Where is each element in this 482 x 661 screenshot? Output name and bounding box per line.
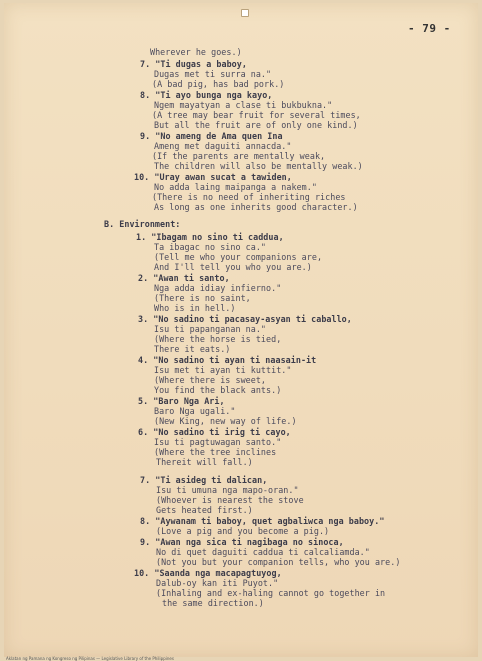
text-line: Baro Nga ugali." — [154, 406, 236, 416]
translation-line: (A bad pig, has bad pork.) — [152, 79, 285, 89]
translation-line: You find the black ants.) — [154, 385, 282, 395]
proverb-line: 1. "Ibagam no sino ti caddua, — [136, 232, 284, 242]
text-line: Ta ibagac no sino ca." — [154, 242, 267, 252]
proverb-line: 6. "No sadino ti irig ti cayo, — [138, 427, 291, 437]
document-page — [4, 3, 478, 661]
text-line: Dugas met ti surra na." — [154, 69, 272, 79]
proverb-line: 9. "No ameng de Ama quen Ina — [140, 131, 283, 141]
text-line: No adda laing maipanga a nakem." — [154, 182, 317, 192]
proverb-line: 9. "Awan nga sica ti nagibaga no sinoca, — [140, 537, 344, 547]
proverb-line: 8. "Ti ayo bunga nga kayo, — [140, 90, 273, 100]
punch-hole-mark — [241, 9, 249, 17]
translation-line: But all the fruit are of only one kind.) — [154, 120, 358, 130]
translation-line: (Whoever is nearest the stove — [156, 495, 304, 505]
translation-line: (If the parents are mentally weak, — [152, 151, 326, 161]
translation-line: (Where there is sweet, — [154, 375, 267, 385]
text-line: Isu ti umuna nga mapo-oran." — [156, 485, 299, 495]
translation-line: (Where the horse is tied, — [154, 334, 282, 344]
proverb-line: 4. "No sadino ti ayan ti naasain-it — [138, 355, 317, 365]
text-line: Isu met ti ayan ti kuttit." — [154, 365, 292, 375]
section-heading: B. Environment: — [104, 219, 181, 229]
text-line: Dalub-oy kan iti Puyot." — [156, 578, 279, 588]
translation-line: And I'll tell you who you are.) — [154, 262, 312, 272]
text-line: Wherever he goes.) — [150, 47, 242, 57]
text-line: Isu ti papanganan na." — [154, 324, 267, 334]
proverb-line: 10. "Saanda nga macapagtuyog, — [134, 568, 282, 578]
proverb-line: 2. "Awan ti santo, — [138, 273, 230, 283]
translation-line: (There is no saint, — [154, 293, 251, 303]
proverb-line: 7. "Ti dugas a baboy, — [140, 59, 247, 69]
translation-line: There it eats.) — [154, 344, 231, 354]
proverb-line: 3. "No sadino ti pacasay-asyan ti caballo, — [138, 314, 352, 324]
proverb-line: 5. "Baro Nga Ari, — [138, 396, 225, 406]
translation-line: (Where the tree inclines — [154, 447, 277, 457]
translation-line: Thereit will fall.) — [156, 457, 253, 467]
archive-footer: Aklatan ng Pamana ng Kongreso ng Pilipinas — Legislative Library of the Philippines — [6, 656, 174, 661]
translation-line: (Inhaling and ex-haling cannot go together in — [156, 588, 386, 598]
text-line: Ngem mayatyan a clase ti bukbukna." — [154, 100, 333, 110]
translation-line: The children will also be mentally weak.) — [154, 161, 363, 171]
proverb-line: 7. "Ti asideg ti dalican, — [140, 475, 268, 485]
translation-line: As long as one inherits good character.) — [154, 202, 358, 212]
translation-line: (There is no need of inheriting riches — [152, 192, 346, 202]
text-line: Ameng met daguiti annacda." — [154, 141, 292, 151]
translation-line: (Tell me who your companions are, — [154, 252, 323, 262]
proverb-line: 10. "Uray awan sucat a tawiden, — [134, 172, 292, 182]
translation-line: the same direction.) — [162, 598, 264, 608]
translation-line: (Not you but your companion tells, who you are.) — [156, 557, 401, 567]
translation-line: Who is in hell.) — [154, 303, 236, 313]
text-line: No di quet daguiti caddua ti calcaliamda." — [156, 547, 370, 557]
translation-line: Gets heated first.) — [156, 505, 253, 515]
page-number: - 79 - — [408, 22, 451, 35]
translation-line: (New King, new way of life.) — [154, 416, 297, 426]
text-line: Isu ti pagtuwagan santo." — [154, 437, 282, 447]
proverb-line: 8. "Aywanam ti baboy, quet agbaliwca nga baboy." — [140, 516, 385, 526]
translation-line: (Love a pig and you become a pig.) — [156, 526, 330, 536]
translation-line: (A tree may bear fruit for several times, — [152, 110, 361, 120]
text-line: Nga adda idiay infierno." — [154, 283, 282, 293]
